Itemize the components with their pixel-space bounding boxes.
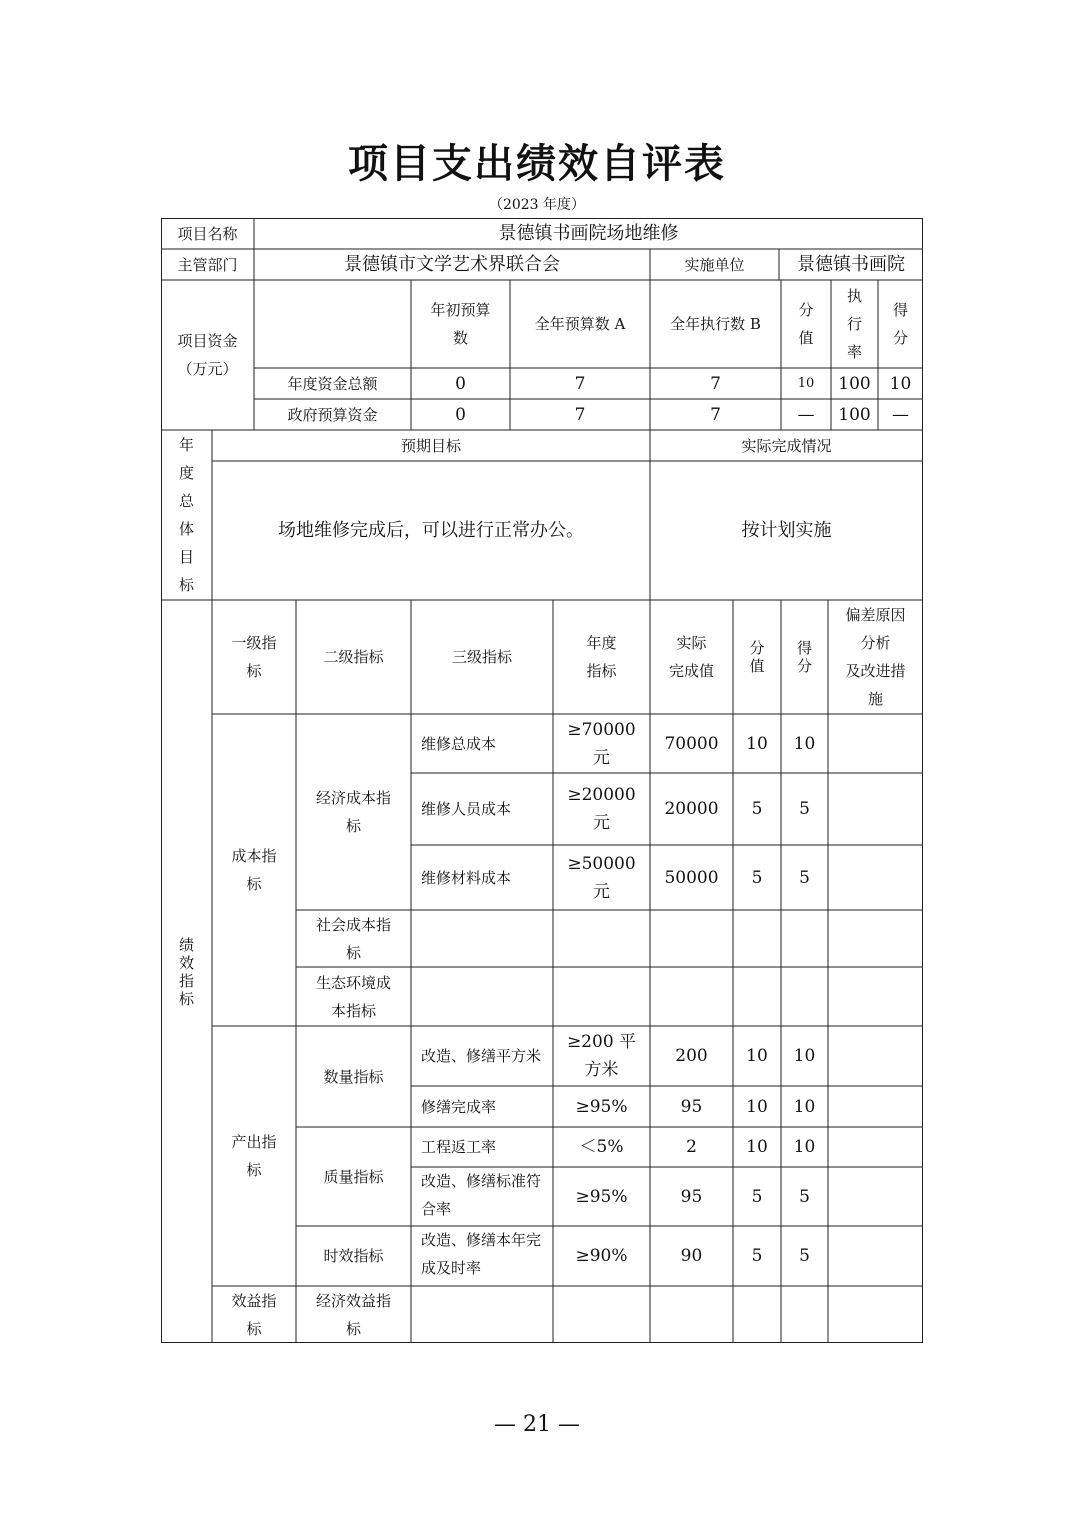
- economic-benefit-indicator: [296, 1286, 411, 1343]
- table-row-total-cost-value: 10: [746, 733, 768, 754]
- funds-row-total-score: 10: [889, 373, 912, 394]
- personnel-cost-target-line1: ≥20000: [567, 785, 636, 805]
- actual-completion-text: 按计划实施: [741, 519, 832, 541]
- material-cost-target-line2: 元: [593, 881, 610, 902]
- funds-label-line2: （万元）: [177, 360, 238, 378]
- table-row-standard-value: 5: [751, 1186, 763, 1207]
- table-row-material-cost-actual: 50000: [664, 867, 719, 888]
- funds-row-total-executed: 7: [710, 373, 721, 394]
- col-execution-rate: [831, 280, 878, 368]
- expected-goal-text: 场地维修完成后，可以进行正常办公。: [278, 519, 584, 541]
- project-name-label: 项目名称: [177, 224, 238, 243]
- social-cost-indicator: [296, 910, 411, 967]
- table-row-personnel-cost-actual: 20000: [664, 799, 719, 819]
- material-cost-target-line1: ≥50000: [567, 853, 636, 874]
- funds-row-total-name: 年度资金总额: [287, 374, 378, 393]
- col-execution-rate-char1: 执: [846, 287, 862, 305]
- expected-goal-header: 预期目标: [400, 436, 461, 455]
- funds-row-gov-annual: 7: [574, 404, 586, 425]
- social-cost-line2: 标: [345, 943, 361, 962]
- funds-row-gov-score: —: [892, 404, 909, 425]
- table-row-timeliness-value: 5: [751, 1246, 763, 1266]
- table-row-timeliness-target: ≥90%: [575, 1246, 628, 1266]
- header-actual-line1: 实际: [676, 634, 707, 652]
- indicators-label-char2: 效: [178, 953, 194, 972]
- header-actual-line2: 完成值: [668, 662, 714, 680]
- cost-label-line1: 成本指: [231, 847, 277, 865]
- funds-label-line1: 项目资金: [177, 332, 238, 350]
- timeliness-indicator: 时效指标: [323, 1247, 384, 1265]
- table-row-rework-actual: 2: [686, 1137, 697, 1157]
- benefit-indicator-label: [212, 1286, 296, 1343]
- table-row-timeliness-score: 5: [799, 1246, 810, 1266]
- output-label-line1: 产出指: [231, 1133, 277, 1151]
- table-row-completion-score: 10: [793, 1096, 816, 1117]
- header-annual-line1: 年度: [586, 634, 617, 652]
- cost-indicator-label: [212, 714, 296, 1026]
- quantity-indicator: 数量指标: [323, 1067, 384, 1086]
- header-annual-target: [553, 600, 650, 714]
- col-execution-rate-char2: 行: [846, 315, 862, 333]
- col-score-value: [781, 280, 831, 368]
- report-year: （2023 年度）: [488, 197, 586, 213]
- funds-row-gov-score-value: —: [797, 404, 815, 425]
- table-row-completion-name: 修缮完成率: [421, 1097, 497, 1116]
- header-value-char2: 值: [749, 657, 765, 675]
- indicators-label-char4: 标: [178, 989, 194, 1008]
- funds-row-gov-rate: 100: [838, 404, 871, 425]
- table-row-standard-score: 5: [799, 1186, 810, 1207]
- table-row-rework-name: 工程返工率: [421, 1138, 497, 1156]
- timeliness-name-line2: 成及时率: [421, 1259, 482, 1277]
- table-row-completion-value: 10: [746, 1096, 768, 1117]
- eco-cost-line1: 生态环境成: [315, 973, 391, 992]
- eco-cost-indicator: [296, 967, 411, 1026]
- header-level1-line1: 一级指: [231, 634, 277, 652]
- funds-row-gov-executed: 7: [710, 404, 721, 425]
- annual-goals-label: [161, 430, 212, 600]
- header-level1: [212, 600, 296, 714]
- project-name-value: 景德镇书画院场地维修: [498, 222, 679, 244]
- page-title: 项目支出绩效自评表: [348, 140, 726, 187]
- indicators-label-char3: 指: [178, 971, 194, 990]
- output-indicator-label: [212, 1026, 296, 1286]
- table-row-rework-score: 10: [793, 1137, 816, 1157]
- col-initial-budget-line2: 数: [452, 329, 468, 347]
- economic-benefit-line1: 经济效益指: [315, 1291, 391, 1310]
- table-row-material-cost-score: 5: [799, 867, 810, 888]
- social-cost-line1: 社会成本指: [315, 915, 391, 934]
- table-row-area-actual: 200: [675, 1046, 708, 1066]
- standard-name-line1: 改造、修缮标准符: [421, 1172, 542, 1190]
- page-number: — 21 —: [494, 1412, 580, 1437]
- table-row-total-cost-target: [553, 714, 650, 773]
- goals-label-char6: 标: [178, 576, 194, 594]
- table-row-total-cost-name: 维修总成本: [421, 734, 497, 753]
- col-score: [878, 280, 923, 368]
- header-score-value: [733, 600, 781, 714]
- header-level2: 二级指标: [323, 648, 384, 666]
- table-row-area-name: 改造、修缮平方米: [421, 1047, 542, 1065]
- funds-row-gov-name: 政府预算资金: [287, 405, 378, 424]
- standard-name-line2: 合率: [421, 1200, 452, 1218]
- header-score-char2: 分: [796, 657, 812, 675]
- total-cost-target-line2: 元: [593, 747, 610, 768]
- table-row-personnel-cost-value: 5: [751, 799, 763, 819]
- implementing-unit-value: 景德镇书画院: [797, 253, 905, 275]
- header-value-char1: 分: [749, 639, 765, 657]
- quality-indicator: 质量指标: [323, 1167, 384, 1186]
- goals-label-char5: 目: [178, 548, 194, 566]
- header-score: [781, 600, 828, 714]
- area-target-line2: 方米: [584, 1060, 619, 1080]
- benefit-label-line2: 标: [246, 1319, 262, 1338]
- header-annual-line2: 指标: [586, 662, 617, 680]
- economic-benefit-line2: 标: [345, 1319, 361, 1338]
- funds-row-gov-initial: 0: [455, 404, 466, 425]
- department-value: 景德镇市文学艺术界联合会: [344, 253, 560, 275]
- table-row-personnel-cost-target: [553, 773, 650, 845]
- goals-label-char4: 体: [178, 520, 194, 538]
- economic-cost-line1: 经济成本指: [315, 789, 391, 807]
- header-level1-line2: 标: [246, 662, 262, 680]
- col-annual-executed: 全年执行数 B: [670, 315, 761, 333]
- header-actual-value: [650, 600, 733, 714]
- indicators-label-char1: 绩: [178, 935, 194, 954]
- department-label: 主管部门: [177, 255, 238, 274]
- header-score-char1: 得: [796, 639, 812, 657]
- project-funds-label: [161, 280, 254, 430]
- funds-row-total-rate: 100: [838, 373, 871, 394]
- table-row-total-cost-score: 10: [793, 733, 816, 754]
- output-label-line2: 标: [246, 1161, 262, 1179]
- goals-label-char2: 度: [178, 464, 194, 482]
- table-row-standard-target: ≥95%: [575, 1186, 628, 1207]
- performance-indicators-label: [161, 600, 212, 1343]
- header-reason-line4: 施: [867, 690, 883, 708]
- col-score-value-char1: 分: [798, 301, 814, 319]
- table-row-rework-target: ＜5%: [579, 1137, 624, 1157]
- table-row-personnel-cost-name: 维修人员成本: [421, 800, 512, 818]
- table-row-area-score: 10: [793, 1046, 816, 1066]
- col-score-value-char2: 值: [798, 329, 814, 347]
- table-row-area-target: [553, 1026, 650, 1086]
- table-row-material-cost-target: [553, 845, 650, 910]
- goals-label-char1: 年: [178, 436, 194, 454]
- table-row-area-value: 10: [746, 1046, 768, 1066]
- eco-cost-line2: 本指标: [330, 1001, 376, 1020]
- economic-cost-line2: 标: [345, 817, 361, 835]
- col-score-char1: 得: [892, 301, 908, 319]
- table-row-rework-value: 10: [746, 1137, 768, 1157]
- table-row-timeliness-actual: 90: [680, 1246, 703, 1266]
- economic-cost-indicator: [296, 714, 411, 910]
- header-level3: 三级指标: [451, 648, 512, 666]
- table-row-material-cost-value: 5: [751, 867, 763, 888]
- header-reason-line2: 分析: [860, 634, 891, 652]
- total-cost-target-line1: ≥70000: [567, 719, 636, 740]
- header-reason-line1: 偏差原因: [845, 606, 906, 624]
- table-row-completion-target: ≥95%: [575, 1096, 628, 1117]
- cost-label-line2: 标: [246, 875, 262, 893]
- goals-label-char3: 总: [178, 492, 194, 510]
- funds-row-total-initial: 0: [455, 373, 466, 394]
- table-row-timeliness-name: [411, 1226, 553, 1286]
- table-row-total-cost-actual: 70000: [664, 733, 719, 754]
- table-row-standard-actual: 95: [680, 1186, 703, 1207]
- area-target-line1: ≥200 平: [566, 1032, 637, 1052]
- funds-row-total-score-value: 10: [797, 375, 815, 391]
- personnel-cost-target-line2: 元: [593, 813, 610, 833]
- col-initial-budget-line1: 年初预算: [430, 301, 491, 319]
- funds-row-total-annual: 7: [574, 373, 586, 394]
- performance-table: [161, 218, 923, 1343]
- col-execution-rate-char3: 率: [846, 343, 862, 361]
- header-deviation-analysis: [828, 600, 923, 714]
- col-annual-budget: 全年预算数 A: [534, 315, 626, 333]
- benefit-label-line1: 效益指: [231, 1291, 277, 1310]
- table-row-standard-name: [411, 1167, 553, 1226]
- col-score-char2: 分: [892, 329, 908, 347]
- implementing-unit-label: 实施单位: [684, 255, 745, 274]
- table-row-material-cost-name: 维修材料成本: [421, 868, 512, 887]
- header-reason-line3: 及改进措: [845, 662, 906, 680]
- table-row-personnel-cost-score: 5: [799, 799, 810, 819]
- table-row-completion-actual: 95: [680, 1096, 703, 1117]
- actual-completion-header: 实际完成情况: [741, 436, 832, 455]
- col-initial-budget: [411, 280, 510, 368]
- timeliness-name-line1: 改造、修缮本年完: [421, 1231, 542, 1249]
